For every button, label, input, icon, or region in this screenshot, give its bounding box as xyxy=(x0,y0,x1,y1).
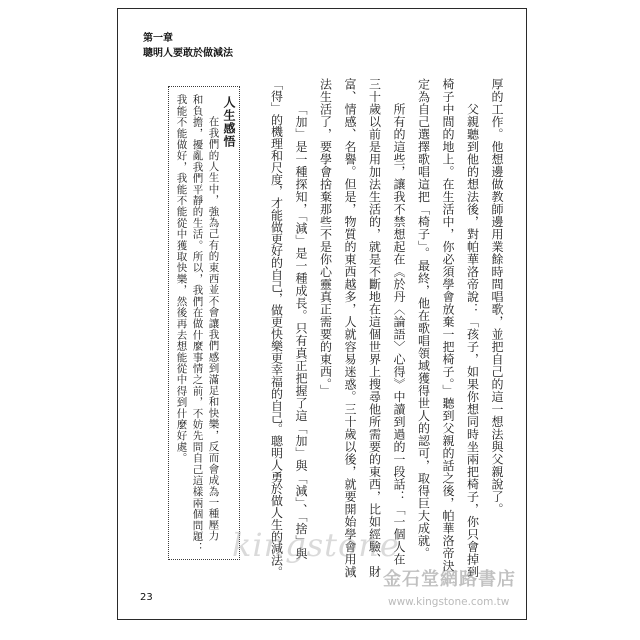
body-line: 富、情感、名譽。但是，物質的東西越多，人就容易迷惑。三十歲以後，就要開始學會用減 xyxy=(343,78,357,578)
body-line: 定為自己選擇歌唱這把「椅子」。最終，他在歌唱領域獲得世人的認可，取得巨大成就。 xyxy=(416,78,431,560)
body-line: 椅子中間的地上。在生活中，你必須學會放棄一把椅子。」聽到父親的話之後，帕華洛帝決 xyxy=(441,78,455,572)
watermark-brand: kingstone xyxy=(232,526,400,564)
life-insight-line: 和負擔，擾亂我們平靜的生活。所以，我們在做什麼事情之前，不妨先問自己這樣兩個問題： xyxy=(191,94,204,554)
body-line: 三十歲以前是用加法生活的，就是不斷地在這個世界上搜尋他所需要的東西，比如經驗、財 xyxy=(367,78,382,578)
watermark-store-name: 金石堂網路書店 xyxy=(383,569,516,590)
body-line: 厚的工作。他想邊做教師邊用業餘時間唱歌，並把自己的這一想法與父親說了。 xyxy=(490,78,504,516)
body-line: 法生活了，要學會捨棄那些不是你心靈真正需要的東西。」 xyxy=(318,78,333,397)
body-line: 所有的這些，讓我不禁想起在《於丹〈論語〉心得》中讀到過的一段話：「一個人在 xyxy=(392,103,406,566)
chapter-label: 第一章 xyxy=(143,33,173,44)
page-number: 23 xyxy=(140,592,153,603)
body-line: 父親聽到他的想法後，對帕華洛帝說：「孩子，如果你想同時坐兩把椅子，你只會掉到 xyxy=(465,103,480,578)
life-insight-line: 在我們的人生中，強為己有的東西並不會讓我們感到滿足和快樂，反而會成為一種壓力 xyxy=(207,116,220,542)
chapter-title: 聰明人要敢於做減法 xyxy=(143,48,233,59)
watermark-url: www.kingstone.com.tw xyxy=(388,596,510,608)
life-insight-line: 我能不能做好，我能不能從中獲取快樂，然後再去想能從中得到什麼好處。 xyxy=(175,94,188,464)
body-line: 「得」的機理和尺度，才能做更好的自己，做更快樂更幸福的自己。聰明人勇於做人生的減法。 xyxy=(269,78,284,578)
body-line: 「加」是一種探知，「減」是一種成長。只有真正把握了這「加」與「減」、「捨」與 xyxy=(294,103,308,560)
life-insight-heading: 人生感悟 xyxy=(222,96,236,148)
